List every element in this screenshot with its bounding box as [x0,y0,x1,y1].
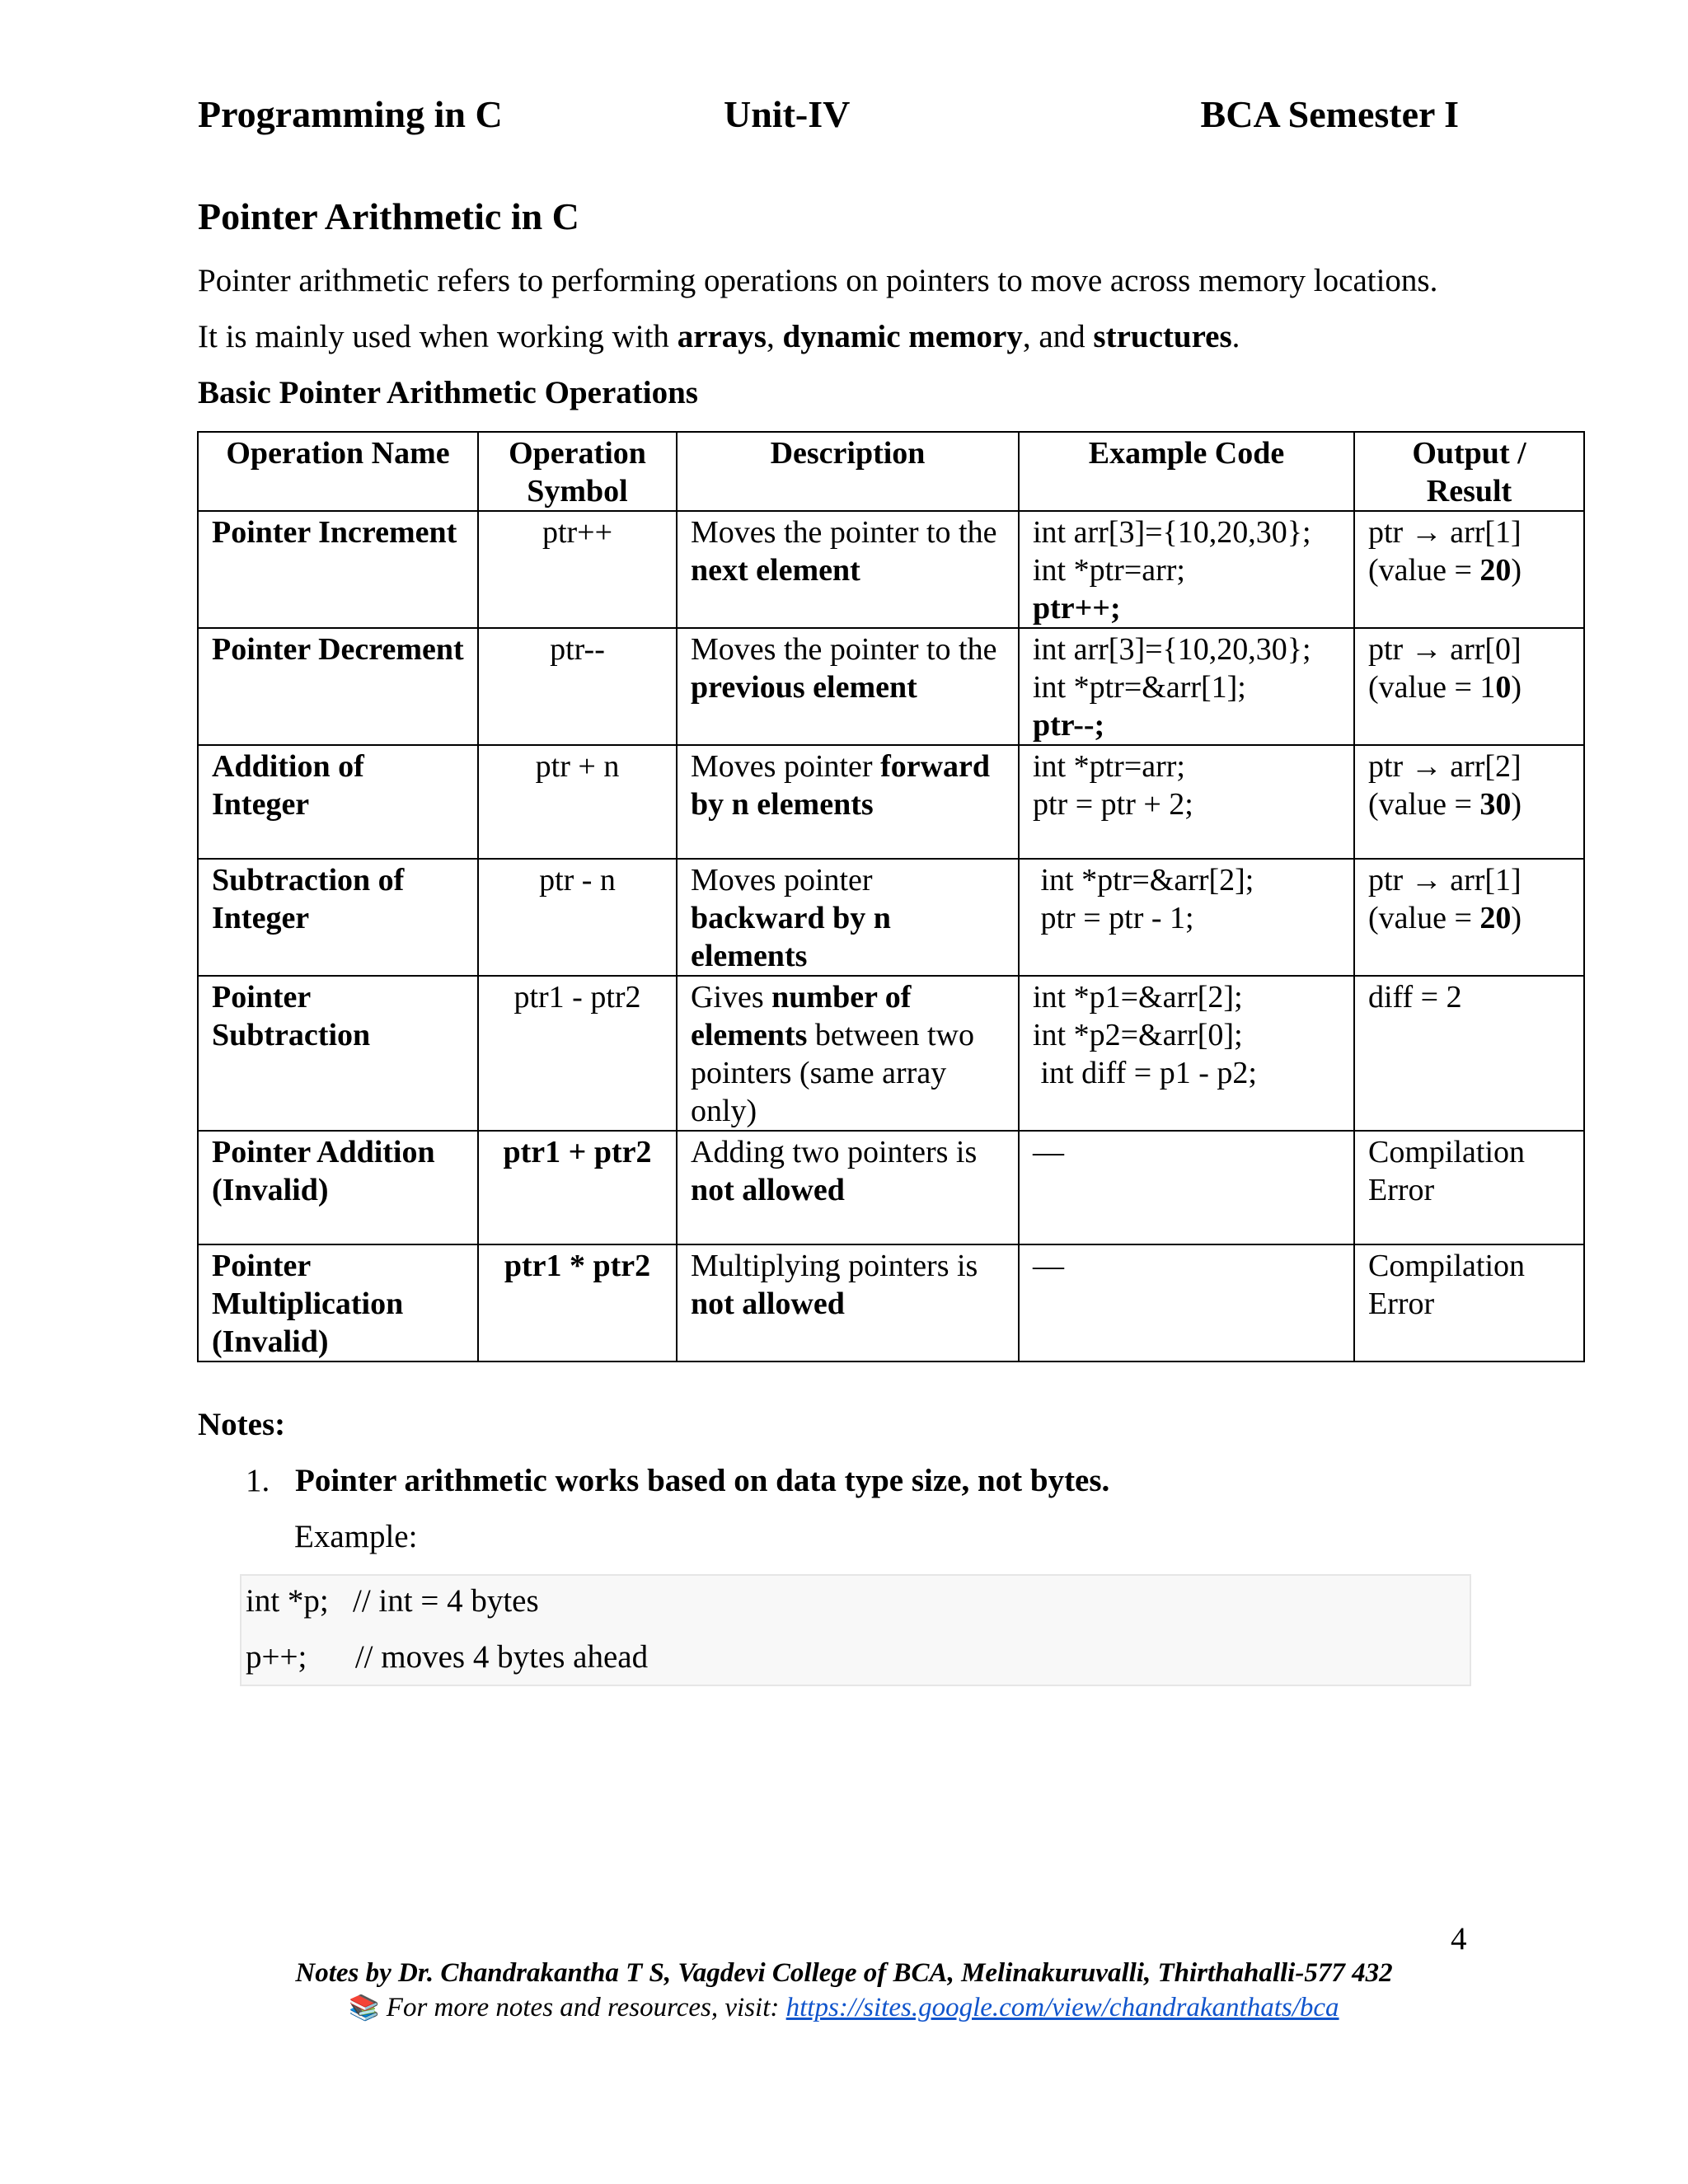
header-output-result: Output / Result [1354,432,1584,511]
cell-output [1354,1244,1584,1361]
cell-output [1354,511,1584,628]
output-line: ptr → arr[1] [1368,515,1522,550]
header-operation-name: Operation Name [198,432,478,511]
cell-symbol: ptr1 - ptr2 [478,976,677,1131]
cell-description [677,976,1019,1131]
footer-resources [0,1993,1688,2023]
output-line: Compilation Error [1368,1249,1525,1321]
cell-example-code [1019,511,1354,628]
cell-operation-name: Addition of Integer [198,745,478,859]
cell-output [1354,745,1584,859]
section-title: Pointer Arithmetic in C [198,195,579,237]
code-line: int arr[3]={10,20,30}; [1033,515,1311,550]
code-line: int arr[3]={10,20,30}; [1033,632,1311,667]
desc-text: Adding two pointers is [691,1135,978,1169]
desc-text: Gives [691,980,772,1015]
table-row [198,745,1584,859]
output-line: ptr → arr[1] [1368,863,1522,898]
code-line-bold: ptr++; [1033,591,1121,626]
output-text: ) [1511,553,1522,588]
table-row [198,859,1584,976]
code-line: — [1033,1135,1064,1169]
cell-symbol: ptr-- [478,628,677,745]
intro-text: . [1231,319,1240,354]
output-value [1368,785,1570,823]
cell-description [677,745,1019,859]
desc-bold: next element [691,553,860,588]
output-line: Compilation Error [1368,1135,1525,1207]
output-line: ptr → arr[2] [1368,749,1522,784]
header-example-code: Example Code [1019,432,1354,511]
code-line: p++; // moves 4 bytes ahead [246,1639,649,1675]
cell-symbol: ptr++ [478,511,677,628]
cell-description [677,859,1019,976]
intro-text: , [767,319,783,354]
output-text: ) [1511,901,1522,935]
cell-operation-name: Subtraction of Integer [198,859,478,976]
cell-example-code [1019,976,1354,1131]
cell-example-code [1019,1244,1354,1361]
cell-description [677,628,1019,745]
books-icon: 📚 [349,1994,380,2022]
desc-text: Moves pointer [691,863,873,898]
code-line-bold: ptr--; [1033,708,1105,743]
notes-title: Notes: [198,1407,286,1442]
output-text: ) [1511,670,1522,705]
intro-bold-structures: structures [1093,319,1232,354]
intro-text: It is mainly used when working with [198,319,678,354]
cell-description [677,1244,1019,1361]
output-bold: 20 [1479,901,1512,935]
desc-bold: not allowed [691,1286,845,1321]
cell-output [1354,976,1584,1131]
code-line: int *p; // int = 4 bytes [246,1583,539,1619]
example-label: Example: [294,1519,418,1554]
desc-bold: number of elements [691,980,912,1052]
table-row [198,1131,1584,1244]
header-semester: BCA Semester I [1200,93,1459,135]
cell-example-code [1019,628,1354,745]
output-text: (value = [1368,787,1480,822]
header-course: Programming in C [198,93,503,135]
desc-bold: forward by n elements [691,749,991,822]
desc-text: Moves the pointer to the [691,515,997,550]
desc-text: Moves pointer [691,749,881,784]
cell-example-code [1019,1131,1354,1244]
desc-bold: not allowed [691,1173,845,1207]
cell-output [1354,1131,1584,1244]
output-text: ) [1511,787,1522,822]
cell-description [677,1131,1019,1244]
cell-operation-name: Pointer Subtraction [198,976,478,1131]
output-value [1368,899,1570,937]
table-row [198,976,1584,1131]
header-description: Description [677,432,1019,511]
table-header-row [198,432,1584,511]
cell-description [677,511,1019,628]
header-unit: Unit-IV [724,93,851,135]
intro-bold-dynamic-memory: dynamic memory [782,319,1023,354]
footer-link[interactable]: https://sites.google.com/view/chandrakanthats/bca [785,1993,1339,2022]
code-line: ptr = ptr - 1; [1033,901,1194,935]
desc-bold: backward by n elements [691,901,891,973]
output-line: diff = 2 [1368,980,1462,1015]
output-text: (value = [1368,901,1480,935]
intro-line-2 [198,318,1240,355]
desc-text: between two pointers (same array only) [691,1018,974,1128]
intro-text: , and [1022,319,1094,354]
table-row [198,628,1584,745]
output-value [1368,551,1570,589]
cell-operation-name: Pointer Decrement [198,628,478,745]
code-block [240,1574,1471,1686]
cell-symbol: ptr - n [478,859,677,976]
cell-output [1354,628,1584,745]
desc-text: Moves the pointer to the [691,632,997,667]
code-line: int *ptr=&arr[2]; [1033,863,1254,898]
output-text: (value = 1 [1368,670,1496,705]
header-operation-symbol: Operation Symbol [478,432,677,511]
output-line: ptr → arr[0] [1368,632,1522,667]
desc-bold: previous element [691,670,917,705]
note-number: 1. [246,1463,270,1498]
code-line: int diff = p1 - p2; [1033,1056,1257,1090]
code-line: int *ptr=&arr[1]; [1033,670,1246,705]
cell-example-code [1019,859,1354,976]
code-line: int *p2=&arr[0]; [1033,1018,1243,1052]
cell-symbol: ptr1 + ptr2 [478,1131,677,1244]
intro-bold-arrays: arrays [677,319,767,354]
cell-operation-name: Pointer Addition (Invalid) [198,1131,478,1244]
desc-text: Multiplying pointers is [691,1249,978,1283]
code-line: — [1033,1249,1064,1283]
output-bold: 0 [1495,670,1512,705]
page-number: 4 [1451,1921,1467,1957]
cell-example-code [1019,745,1354,859]
code-line: ptr = ptr + 2; [1033,787,1193,822]
output-value [1368,668,1570,706]
footer-credit: Notes by Dr. Chandrakantha T S, Vagdevi College of BCA, Melinakuruvalli, Thirthahalli-577 432 [295,1958,1393,1988]
output-bold: 30 [1479,787,1512,822]
cell-operation-name: Pointer Increment [198,511,478,628]
intro-line-1: Pointer arithmetic refers to performing operations on pointers to move across memory locations. [198,263,1438,298]
code-line: int *ptr=arr; [1033,749,1185,784]
cell-output [1354,859,1584,976]
footer-visit-text: For more notes and resources, visit: [386,1993,786,2022]
table-row [198,1244,1584,1361]
table-row [198,511,1584,628]
code-line: int *p1=&arr[2]; [1033,980,1243,1015]
code-line: int *ptr=arr; [1033,553,1185,588]
note-text: Pointer arithmetic works based on data type size, not bytes. [295,1463,1110,1498]
operations-table [197,431,1585,1362]
cell-operation-name: Pointer Multiplication (Invalid) [198,1244,478,1361]
output-text: (value = [1368,553,1480,588]
cell-symbol: ptr + n [478,745,677,859]
page-header [198,92,1459,150]
output-bold: 20 [1479,553,1512,588]
cell-symbol: ptr1 * ptr2 [478,1244,677,1361]
table-title: Basic Pointer Arithmetic Operations [198,375,698,410]
